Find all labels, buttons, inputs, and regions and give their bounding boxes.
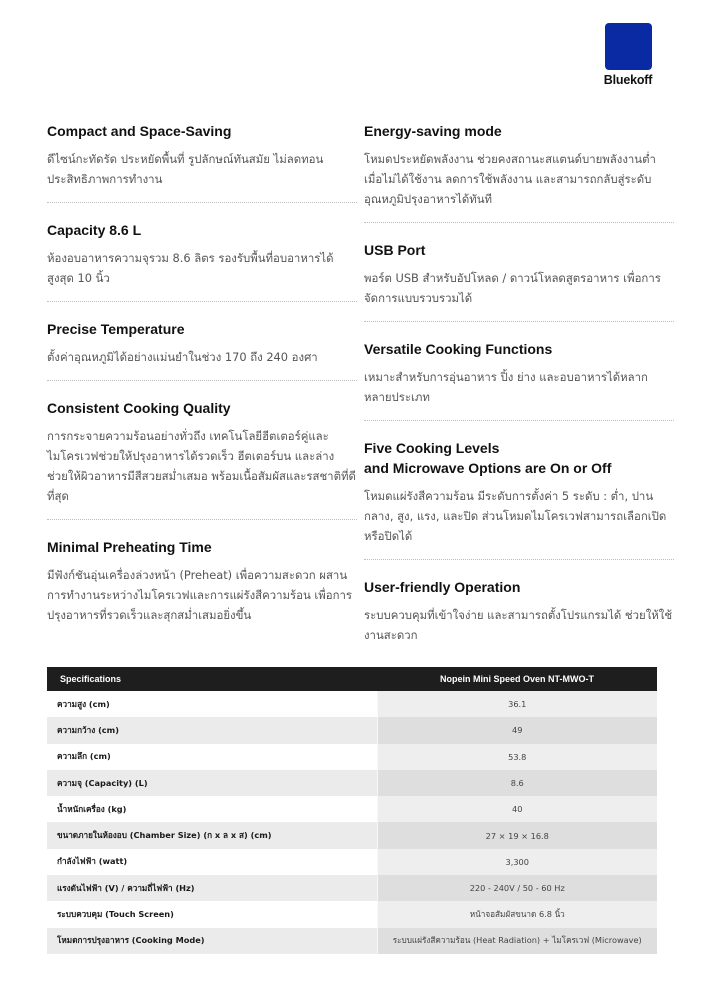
spec-row [47, 822, 657, 848]
feature-title-line-2: and Microwave Options are On or Off [364, 460, 612, 476]
feature-title: Versatile Cooking Functions [364, 341, 553, 357]
feature-five-cooking-levels [364, 438, 674, 546]
divider [364, 222, 674, 223]
divider [47, 519, 357, 520]
divider [364, 559, 674, 560]
spec-value: 8.6 [377, 770, 657, 796]
spec-label: กำลังไฟฟ้า (watt) [47, 849, 377, 875]
spec-value: 36.1 [377, 691, 657, 717]
feature-title: Energy-saving mode [364, 123, 502, 139]
spec-row [47, 875, 657, 901]
spec-value: ระบบแผ่รังสีความร้อน (Heat Radiation) + ไมโครเวฟ (Microwave) [377, 928, 657, 954]
brand-name: Bluekoff [603, 73, 653, 87]
spec-label: ระบบควบคุม (Touch Screen) [47, 901, 377, 927]
divider [364, 420, 674, 421]
spec-row [47, 717, 657, 743]
feature-user-friendly [364, 577, 674, 645]
spec-label: ความสูง (cm) [47, 691, 377, 717]
feature-energy-saving [364, 121, 674, 209]
feature-description: ตั้งค่าอุณหภูมิได้อย่างแม่นยำในช่วง 170 ถึง 240 องศา [47, 350, 318, 364]
spec-label: ขนาดภายในห้องอบ (Chamber Size) (ก x ล x ส) (cm) [47, 822, 377, 848]
spec-row [47, 849, 657, 875]
spec-value: หน้าจอสัมผัสขนาด 6.8 นิ้ว [377, 901, 657, 927]
spec-row [47, 691, 657, 717]
feature-title: Capacity 8.6 L [47, 222, 142, 238]
features-right-column [364, 121, 674, 645]
specifications-header-row [47, 667, 657, 691]
specifications-header-label: Specifications [47, 667, 377, 691]
brand-logo [596, 23, 660, 87]
feature-versatile-functions [364, 339, 674, 407]
spec-value: 40 [377, 796, 657, 822]
feature-description: โหมดประหยัดพลังงาน ช่วยคงสถานะสแตนด์บายพลังงานต่ำ เมื่อไม่ได้ใช้งาน ลดการใช้พลังงาน และสามารถกลับสู่ระดับอุณหภูมิปรุงอาหารได้ทันที [364, 152, 656, 206]
feature-title: Precise Temperature [47, 321, 185, 337]
spec-label: แรงดันไฟฟ้า (V) / ความถี่ไฟฟ้า (Hz) [47, 875, 377, 901]
divider [47, 202, 357, 203]
feature-title: USB Port [364, 242, 426, 258]
feature-description: พอร์ต USB สำหรับอัปโหลด / ดาวน์โหลดสูตรอาหาร เพื่อการจัดการแบบรวบรวมได้ [364, 271, 661, 305]
divider [47, 380, 357, 381]
feature-consistent-quality [47, 398, 357, 506]
spec-value: 49 [377, 717, 657, 743]
feature-description: การกระจายความร้อนอย่างทั่วถึง เทคโนโลยีฮีตเตอร์คู่และไมโครเวฟช่วยให้ปรุงอาหารได้รวดเร็ว ฮีตเตอร์บน และล่าง ช่วยให้ผิวอาหารมีสีสวยสม่ำเสมอ พร้อมเนื้อสัมผัสและรสชาติที่ดีที่สุด [47, 429, 356, 503]
spec-value: 220 - 240V / 50 - 60 Hz [377, 875, 657, 901]
feature-description: ดีไซน์กะทัดรัด ประหยัดพื้นที่ รูปลักษณ์ทันสมัย ไม่ลดทอนประสิทธิภาพการทำงาน [47, 152, 324, 186]
feature-title: Minimal Preheating Time [47, 539, 212, 555]
feature-usb-port [364, 240, 674, 308]
divider [47, 301, 357, 302]
spec-label: น้ำหนักเครื่อง (kg) [47, 796, 377, 822]
brand-logo-mark-icon [605, 23, 652, 70]
spec-row [47, 770, 657, 796]
spec-row [47, 928, 657, 954]
feature-precise-temperature [47, 319, 357, 367]
spec-value: 27 × 19 × 16.8 [377, 822, 657, 848]
feature-description: เหมาะสำหรับการอุ่นอาหาร ปิ้ง ย่าง และอบอาหารได้หลากหลายประเภท [364, 370, 648, 404]
feature-title: Compact and Space-Saving [47, 123, 232, 139]
feature-description: ห้องอบอาหารความจุรวม 8.6 ลิตร รองรับพื้นที่อบอาหารได้สูงสุด 10 นิ้ว [47, 251, 334, 285]
feature-title-line-1: Five Cooking Levels [364, 440, 500, 456]
specifications-body [47, 691, 657, 954]
feature-title: Consistent Cooking Quality [47, 400, 231, 416]
feature-title [364, 438, 674, 478]
spec-label: ความลึก (cm) [47, 744, 377, 770]
features-left-column [47, 121, 357, 625]
spec-value: 3,300 [377, 849, 657, 875]
spec-row [47, 744, 657, 770]
feature-title: User-friendly Operation [364, 579, 521, 595]
spec-label: ความจุ (Capacity) (L) [47, 770, 377, 796]
spec-label: โหมดการปรุงอาหาร (Cooking Mode) [47, 928, 377, 954]
feature-description: โหมดแผ่รังสีความร้อน มีระดับการตั้งค่า 5 ระดับ : ต่ำ, ปานกลาง, สูง, แรง, และปิด ส่วนโหมดไมโครเวฟสามารถเลือกเปิดหรือปิดได้ [364, 489, 667, 543]
spec-row [47, 796, 657, 822]
feature-capacity [47, 220, 357, 288]
feature-minimal-preheating [47, 537, 357, 625]
spec-label: ความกว้าง (cm) [47, 717, 377, 743]
specifications-header-model: Nopein Mini Speed Oven NT-MWO-T [377, 667, 657, 691]
feature-compact [47, 121, 357, 189]
feature-description: ระบบควบคุมที่เข้าใจง่าย และสามารถตั้งโปรแกรมได้ ช่วยให้ใช้งานสะดวก [364, 608, 673, 642]
specifications-table [47, 667, 657, 954]
spec-value: 53.8 [377, 744, 657, 770]
spec-row [47, 901, 657, 927]
feature-description: มีฟังก์ชันอุ่นเครื่องล่วงหน้า (Preheat) เพื่อความสะดวก ผสานการทำงานระหว่างไมโครเวฟและการแผ่รังสีความร้อน เพื่อการปรุงอาหารที่รวดเร็วและสุกสม่ำเสมอยิ่งขึ้น [47, 568, 353, 622]
divider [364, 321, 674, 322]
